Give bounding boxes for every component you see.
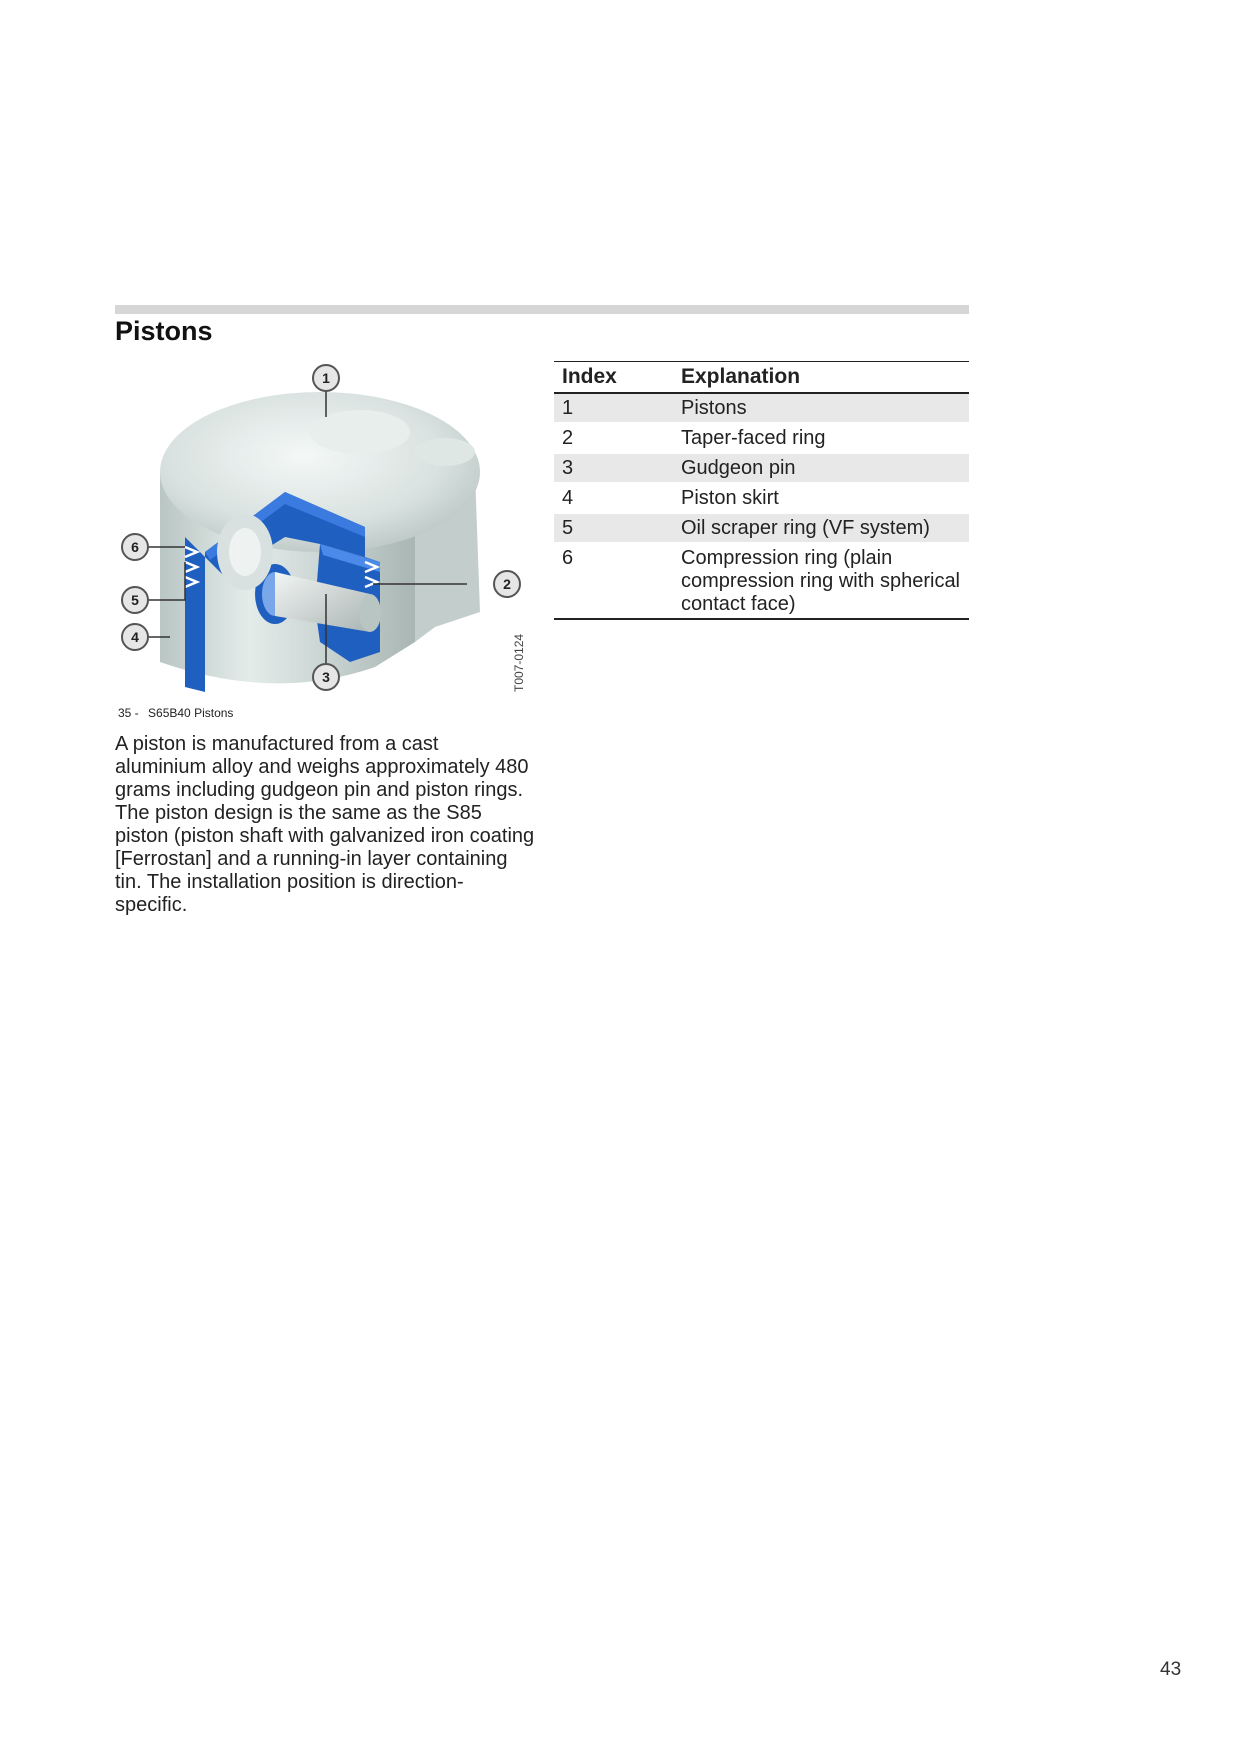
svg-text:1: 1 [322, 370, 330, 386]
legend-header-index: Index [554, 362, 673, 394]
svg-text:4: 4 [131, 629, 139, 645]
page-number: 43 [1160, 1659, 1182, 1680]
callout-6 [122, 534, 148, 560]
svg-text:3: 3 [322, 669, 330, 685]
legend-row [554, 423, 969, 453]
legend-row [554, 393, 969, 423]
figure-caption [118, 706, 233, 720]
piston-figure [115, 362, 535, 702]
legend-explanation: Compression ring (plain compression ring with spherical contact face) [673, 543, 969, 619]
callout-4 [122, 624, 148, 650]
callout-1 [313, 365, 339, 391]
legend-row [554, 483, 969, 513]
legend-index: 5 [554, 513, 673, 543]
section-divider [115, 305, 969, 314]
legend-header-row [554, 362, 969, 394]
svg-text:2: 2 [503, 576, 511, 592]
legend-explanation: Piston skirt [673, 483, 969, 513]
callout-3 [313, 664, 339, 690]
svg-text:6: 6 [131, 539, 139, 555]
legend-header-explanation: Explanation [673, 362, 969, 394]
section-title: Pistons [115, 316, 213, 346]
legend-row [554, 513, 969, 543]
callout-2 [494, 571, 520, 597]
svg-text:5: 5 [131, 592, 139, 608]
legend-index: 4 [554, 483, 673, 513]
image-code: T007-0124 [512, 633, 526, 692]
caption-text: S65B40 Pistons [148, 706, 234, 720]
legend-index: 3 [554, 453, 673, 483]
body-paragraph: A piston is manufactured from a cast aluminium alloy and weighs approximately 480 grams including gudgeon pin and piston rings. The piston design is the same as the S85 piston (piston shaft with galvanized iron coating [Ferrostan] and a running-in layer containing tin. The installation position is direction-specific. [115, 733, 535, 916]
legend-explanation: Pistons [673, 393, 969, 423]
legend-explanation: Oil scraper ring (VF system) [673, 513, 969, 543]
legend-index: 2 [554, 423, 673, 453]
callout-5 [122, 587, 148, 613]
index-legend-table [554, 361, 969, 620]
legend-row [554, 453, 969, 483]
piston-cutaway-illustration [115, 362, 535, 702]
legend-explanation: Gudgeon pin [673, 453, 969, 483]
legend-explanation: Taper-faced ring [673, 423, 969, 453]
legend-index: 6 [554, 543, 673, 619]
caption-number: 35 - [118, 706, 139, 720]
legend-index: 1 [554, 393, 673, 423]
legend-row [554, 543, 969, 619]
